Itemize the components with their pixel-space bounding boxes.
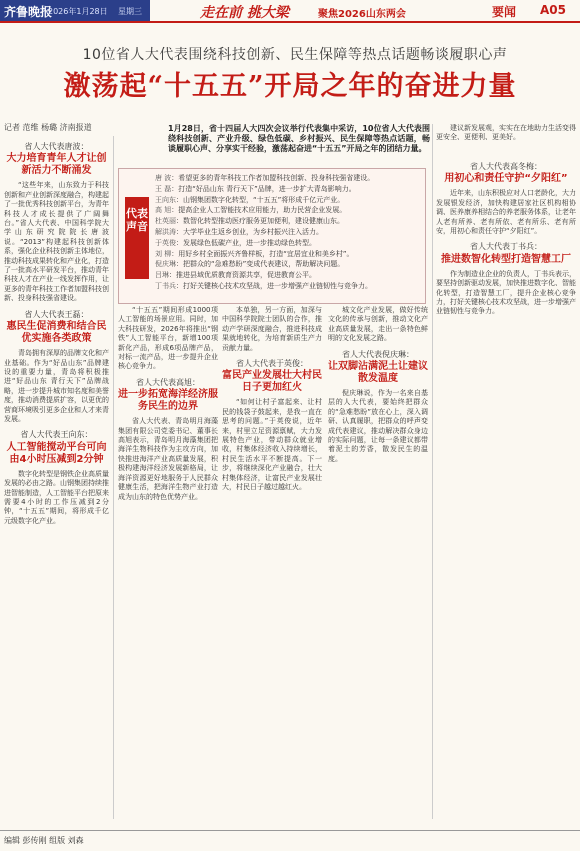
speaker-name: 省人大代表王向东： — [20, 430, 93, 440]
voice-row-text: 用好乡村全面振兴齐鲁样板，打造“宜居宜业和美乡村”。 — [178, 249, 354, 258]
voice-row-text: 打好关键核心技术攻坚战，进一步增强产业链韧性与竞争力。 — [183, 281, 372, 290]
voice-row — [155, 227, 421, 238]
column-middle-3 — [328, 306, 428, 819]
speaker-topic: 推进数智化转型打造智慧工厂 — [441, 253, 571, 265]
voice-row-separator: ： — [176, 281, 183, 290]
voice-row-separator: ： — [171, 184, 179, 193]
article-subtitle: 10位省人大代表围绕科技创新、民生保障等热点话题畅谈履职心声 — [82, 47, 508, 63]
voice-row — [155, 281, 421, 292]
speaker-name: 省人大代表倪庆琳： — [342, 349, 414, 359]
voice-row-text: 大学毕业生返乡创业，为乡村振兴注入活力。 — [183, 227, 323, 236]
column-right-lead — [436, 124, 576, 154]
voice-row — [155, 259, 421, 270]
article-paragraph: 青岛拥有深厚的品牌文化和产业基础。作为“好品山东”品牌建设的重要力量，青岛将积极推进“好品山东 青行天下”品牌战略，进一步提升城市知名度和美誉度，推动消费提质扩容，以更优的营商环境吸引更多企业和人才来青发展。 — [4, 349, 109, 423]
speaker-name: 省人大代表丁书兵： — [470, 242, 542, 252]
speaker-topic: 惠民生促消费和结合民优实施各类政策 — [6, 321, 107, 345]
speaker-topic: 大力培育青年人才让创新活力不断涌发 — [6, 153, 107, 177]
voice-row — [155, 216, 421, 227]
voice-row-separator: ： — [171, 249, 179, 258]
page-header — [0, 0, 580, 22]
voice-row-name: 于英俊 — [155, 238, 176, 247]
voice-row-separator: ： — [176, 260, 183, 269]
column-divider — [113, 136, 114, 819]
voice-row-name: 解洪涛 — [155, 227, 176, 236]
speaker-name: 省人大代表于英俊： — [236, 359, 308, 369]
column-middle-1 — [118, 306, 218, 819]
voice-row-text: 数智化转型推动医疗服务更加便利，建设健康山东。 — [183, 217, 344, 226]
article-paragraph: 数字化转型是钢铁企业高质量发展的必由之路。山钢集团持续推进智能制造，人工智能平台把原来需要4小时的工作压减到2分钟，“十五五”期间，将形成千亿元级数字化产业。 — [4, 469, 109, 525]
voice-row-text: 提高企业人工智能技术应用能力，助力民营企业发展。 — [178, 206, 347, 215]
voice-row-separator: ： — [176, 195, 183, 204]
voice-row — [155, 184, 421, 195]
voice-row — [155, 173, 421, 184]
speaker-topic: 让双脚沾满泥土让建议散发温度 — [328, 361, 428, 385]
speaker-topic: 富民产业发展壮大村民日子更加红火 — [222, 370, 322, 394]
speaker-name: 省人大代表王磊： — [24, 309, 89, 319]
article-intro: 1月28日，省十四届人大四次会议举行代表集中采访，10位省人大代表围绕科技创新、产业升级、绿色低碳、乡村振兴、民生保障等热点话题，畅谈履职心声、分享实干经验，激荡起奋进“十五五”开局之年的团结力量。 — [168, 124, 430, 153]
voice-row-separator: ： — [176, 238, 183, 247]
voice-row-name: 王 磊 — [155, 184, 172, 193]
article-paragraph: “这些年来，山东致力于科技创新和产业创新深度融合，构建起了一批优秀科技创新平台，为青年科技人才成长提供了广阔舞台。”省人大代表、中国科学院大学山东研究院院长唐波说。“2013”构建起科技创新体系，强化企业科技创新主体地位，推动科技成果转化和产业化，打造了一批高水平研发平台，推动青年科技人才在产业一线发挥作用，让更多的青年科技工作者加盟科技创新、投身科技强省建设。 — [4, 181, 109, 303]
article-paragraph: 省人大代表、青岛明月海藻集团有限公司党委书记、董事长高旭表示，青岛明月海藻集团把海洋生物科技作为主攻方向，加快推进海洋产业高质量发展，积极构建海洋经济发展新格局，让海洋资源更好地服务于人民群众健康生活，把海洋生物产业打造成为山东的特色优势产业。 — [118, 417, 218, 501]
voice-row-text: 山钢集团数字化转型，“十五五”将形成千亿元产业。 — [183, 195, 345, 204]
article-headline: 激荡起“十五五”开局之年的奋进力量 — [63, 71, 517, 102]
speaker-name: 省人大代表唐波： — [24, 142, 89, 151]
issue-date: 2026年1月28日 — [48, 7, 108, 16]
byline: 记者 范维 杨璐 济南报道 — [4, 123, 92, 132]
voice-row-name: 杜英丽 — [155, 217, 176, 226]
column-right — [436, 156, 576, 819]
article-paragraph: 作为制造业企业的负责人，丁书兵表示，要坚持创新驱动发展，加快推进数字化、智能化转型，打造智慧工厂，提升企业核心竞争力，打好关键核心技术攻坚战，进一步增强产业链韧性与竞争力。 — [436, 269, 576, 316]
masthead: 齐鲁晚报 — [4, 5, 53, 19]
footer-rule — [0, 830, 580, 831]
column-middle-2 — [222, 306, 322, 819]
voice-row — [155, 238, 421, 249]
article-paragraph: 本单独，另一方面，加深与中国科学院院士团队的合作，推动产学研深度融合，推进科技成果就地转化，为培育新质生产力贡献力量。 — [222, 306, 322, 352]
voice-row-separator: ： — [176, 217, 183, 226]
voice-row-text: 把群众的“急难愁盼”变成代表建议，帮助解决问题。 — [183, 260, 345, 269]
page-number: A05 — [540, 3, 566, 17]
voice-row — [155, 195, 421, 206]
voice-row-text: 推进县域优质教育资源共享，促进教育公平。 — [176, 271, 316, 280]
speaker-topic: 人工智能搅动平台可向由4小时压减到2分钟 — [6, 441, 107, 465]
voices-tag: 代表声音 — [125, 197, 149, 279]
voice-row-name: 唐 波 — [155, 174, 172, 182]
voice-row-name: 吕琳 — [155, 271, 169, 280]
voice-row-name: 高 旭 — [155, 206, 172, 215]
representative-voices-box — [118, 168, 426, 304]
voice-row-separator: ： — [171, 174, 179, 182]
voice-row-text: 发展绿色低碳产业，进一步推动绿色转型。 — [183, 238, 316, 247]
voice-row — [155, 205, 421, 216]
section-name: 要闻 — [492, 5, 517, 19]
voice-row-text: 打造“好品山东 青行天下”品牌，进一步扩大青岛影响力。 — [178, 184, 356, 193]
article-paragraph: 城文化产业发展，做好传统文化的传承与创新，推动文化产业高质量发展，走出一条特色鲜明的文化发展之路。 — [328, 306, 428, 343]
page-footer: 编辑 彭传刚 组版 刘森 — [4, 836, 84, 845]
article-paragraph: 建议新发展观，实实在在地助力生活变得更安全、更便利、更美好。 — [436, 124, 576, 142]
series-subtitle: 聚焦2026山东两会 — [318, 9, 406, 20]
voice-row-separator: ： — [169, 271, 176, 280]
column-divider — [432, 124, 433, 819]
speaker-topic: 用初心和责任守护“夕阳红” — [444, 173, 568, 185]
article-paragraph: “如何让村子富起来、让村民的钱袋子鼓起来，是我一直在思考的问题。”于英俊说，近年来，村里立足资源禀赋，大力发展特色产业，带动群众就业增收，村集体经济收入持续增长，村民生活水平不断提高。下一步，将继续深化产业融合，壮大村集体经济，让富民产业发展壮大，村民日子越过越红火。 — [222, 398, 322, 492]
speaker-name: 省人大代表高冬梅： — [470, 162, 542, 171]
voice-row-name: 刘 柳 — [155, 249, 172, 258]
speaker-name: 省人大代表高旭： — [136, 377, 200, 387]
voice-row-name: 丁书兵 — [155, 281, 176, 290]
series-title: 走在前 挑大梁 — [200, 5, 289, 21]
speaker-topic: 进一步拓宽海洋经济服务民生的边界 — [118, 389, 218, 413]
voice-row-separator: ： — [176, 227, 183, 236]
voice-row-text: 希望更多的青年科技工作者加盟科技创新、投身科技强省建设。 — [178, 174, 375, 182]
issue-weekday: 星期三 — [118, 7, 142, 16]
article-paragraph: “十五五”期间形成1000项人工智能的场景应用。同时，加大科技研发，2026年将推出“钢铁”人工智能平台，新增100项新化产品，形成6项品牌产品，对标一流产品，进一步提升企业核心竞争力。 — [118, 306, 218, 371]
voice-row-name: 王向东 — [155, 195, 176, 204]
column-left — [4, 136, 109, 819]
voices-list — [155, 173, 421, 292]
article-paragraph: 倪庆琳说，作为一名来自基层的人大代表，要始终把群众的“急难愁盼”放在心上，深入调研、认真履职，把群众的呼声变成代表建议，推动解决群众身边的实际问题，让每一条建议都带着泥土的芳香，散发民生的温度。 — [328, 389, 428, 463]
header-rule — [0, 21, 580, 23]
voice-row-separator: ： — [171, 206, 179, 215]
voice-row-name: 倪庆琳 — [155, 260, 176, 269]
voice-row — [155, 270, 421, 281]
voice-row — [155, 249, 421, 260]
article-paragraph: 近年来，山东积极应对人口老龄化，大力发展银发经济，加快构建居家社区机构相协调、医养康养相结合的养老服务体系，让老年人老有所养、老有所依、老有所乐、老有所安，用初心和责任守护“夕阳红”。 — [436, 189, 576, 236]
